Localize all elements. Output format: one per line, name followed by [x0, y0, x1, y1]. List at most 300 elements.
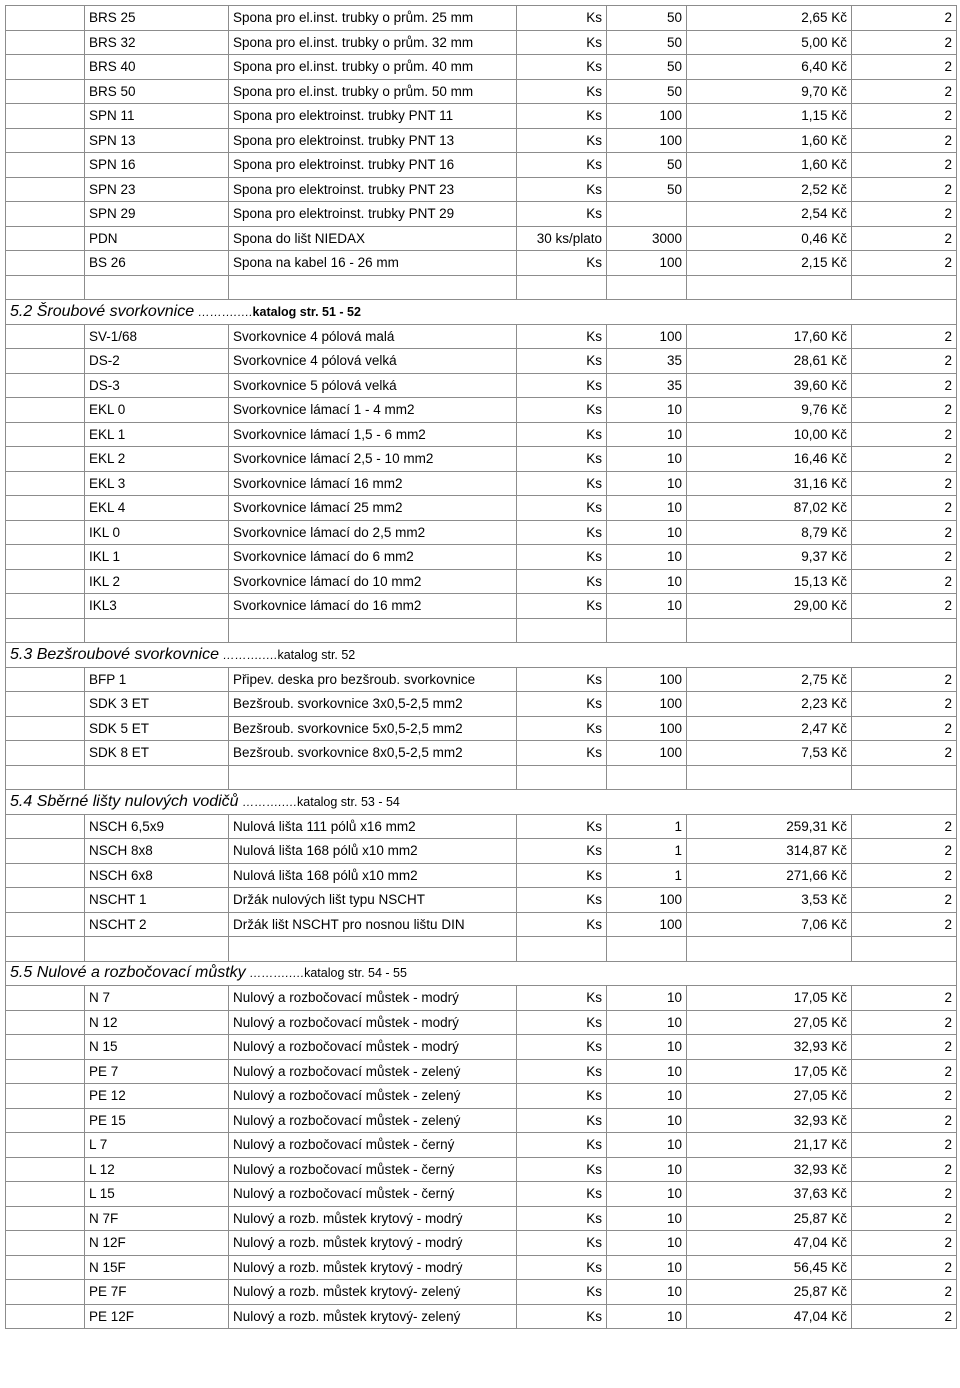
package-qty-cell: 10 [607, 1157, 687, 1182]
table-row [6, 1304, 957, 1329]
package-qty-cell: 100 [607, 741, 687, 766]
indent-cell [6, 569, 85, 594]
package-qty-cell: 35 [607, 373, 687, 398]
product-code-cell: SDK 5 ET [85, 716, 229, 741]
indent-cell [6, 1255, 85, 1280]
package-qty-cell: 100 [607, 716, 687, 741]
vat-class-cell: 2 [852, 30, 957, 55]
vat-class-cell: 2 [852, 863, 957, 888]
vat-class-cell: 2 [852, 1157, 957, 1182]
vat-class-cell: 2 [852, 1182, 957, 1207]
description-cell: Spona pro elektroinst. trubky PNT 13 [229, 128, 517, 153]
description-cell: Svorkovnice 4 pólová velká [229, 349, 517, 374]
unit-cell: Ks [517, 520, 607, 545]
vat-class-cell: 2 [852, 986, 957, 1011]
product-code-cell: SPN 11 [85, 104, 229, 129]
unit-cell: Ks [517, 1059, 607, 1084]
description-cell: Svorkovnice lámací 1,5 - 6 mm2 [229, 422, 517, 447]
unit-cell: Ks [517, 594, 607, 619]
price-cell: 31,16 Kč [687, 471, 852, 496]
section-header-row [6, 961, 957, 986]
vat-class-cell: 2 [852, 1084, 957, 1109]
table-row [6, 1108, 957, 1133]
price-cell: 0,46 Kč [687, 226, 852, 251]
vat-class-cell: 2 [852, 716, 957, 741]
section-title: 5.4 Sběrné lišty nulových vodičů [10, 792, 239, 810]
package-qty-cell: 10 [607, 1182, 687, 1207]
indent-cell [6, 839, 85, 864]
price-cell: 16,46 Kč [687, 447, 852, 472]
product-code-cell: N 7F [85, 1206, 229, 1231]
empty-cell [229, 937, 517, 962]
package-qty-cell: 100 [607, 912, 687, 937]
vat-class-cell: 2 [852, 888, 957, 913]
indent-cell [6, 202, 85, 227]
product-code-cell: BS 26 [85, 251, 229, 276]
empty-cell [229, 765, 517, 790]
indent-cell [6, 1133, 85, 1158]
package-qty-cell: 10 [607, 422, 687, 447]
price-cell: 15,13 Kč [687, 569, 852, 594]
table-row [6, 1157, 957, 1182]
empty-cell [229, 618, 517, 643]
unit-cell: Ks [517, 1084, 607, 1109]
indent-cell [6, 1010, 85, 1035]
indent-cell [6, 79, 85, 104]
table-row [6, 1206, 957, 1231]
product-code-cell: L 7 [85, 1133, 229, 1158]
package-qty-cell: 50 [607, 79, 687, 104]
table-row [6, 177, 957, 202]
empty-cell [852, 765, 957, 790]
vat-class-cell: 2 [852, 373, 957, 398]
price-cell: 259,31 Kč [687, 814, 852, 839]
description-cell: Spona na kabel 16 - 26 mm [229, 251, 517, 276]
unit-cell: Ks [517, 6, 607, 31]
unit-cell: Ks [517, 545, 607, 570]
product-code-cell: SPN 16 [85, 153, 229, 178]
section-header-row [6, 643, 957, 668]
package-qty-cell: 1 [607, 839, 687, 864]
package-qty-cell: 10 [607, 1280, 687, 1305]
table-row [6, 1035, 957, 1060]
description-cell: Svorkovnice 5 pólová velká [229, 373, 517, 398]
unit-cell: Ks [517, 741, 607, 766]
indent-cell [6, 447, 85, 472]
section-header-cell [6, 300, 957, 325]
description-cell: Nulová lišta 168 pólů x10 mm2 [229, 863, 517, 888]
unit-cell: Ks [517, 153, 607, 178]
package-qty-cell: 10 [607, 569, 687, 594]
price-cell: 1,60 Kč [687, 128, 852, 153]
unit-cell: Ks [517, 1206, 607, 1231]
empty-cell [607, 275, 687, 300]
unit-cell: Ks [517, 79, 607, 104]
unit-cell: Ks [517, 349, 607, 374]
package-qty-cell: 50 [607, 55, 687, 80]
product-code-cell: IKL 2 [85, 569, 229, 594]
description-cell: Spona pro el.inst. trubky o prům. 40 mm [229, 55, 517, 80]
description-cell: Svorkovnice lámací 25 mm2 [229, 496, 517, 521]
section-catalog-reference: katalog str. 51 - 52 [252, 304, 361, 319]
section-title: 5.2 Šroubové svorkovnice [10, 302, 195, 320]
package-qty-cell: 10 [607, 1108, 687, 1133]
description-cell: Nulový a rozbočovací můstek - černý [229, 1182, 517, 1207]
vat-class-cell: 2 [852, 471, 957, 496]
price-cell: 28,61 Kč [687, 349, 852, 374]
price-cell: 56,45 Kč [687, 1255, 852, 1280]
unit-cell: Ks [517, 1108, 607, 1133]
indent-cell [6, 1280, 85, 1305]
price-cell: 17,60 Kč [687, 324, 852, 349]
table-row [6, 839, 957, 864]
package-qty-cell: 50 [607, 153, 687, 178]
vat-class-cell: 2 [852, 128, 957, 153]
price-cell: 314,87 Kč [687, 839, 852, 864]
table-row [6, 912, 957, 937]
product-code-cell: SDK 8 ET [85, 741, 229, 766]
description-cell: Nulový a rozbočovací můstek - černý [229, 1133, 517, 1158]
package-qty-cell: 35 [607, 349, 687, 374]
price-cell: 87,02 Kč [687, 496, 852, 521]
unit-cell: Ks [517, 839, 607, 864]
vat-class-cell: 2 [852, 1035, 957, 1060]
section-leader-dots: ……….…. [222, 647, 278, 662]
table-row [6, 863, 957, 888]
package-qty-cell: 100 [607, 667, 687, 692]
table-row [6, 716, 957, 741]
vat-class-cell: 2 [852, 226, 957, 251]
empty-cell [6, 937, 85, 962]
empty-cell [229, 275, 517, 300]
package-qty-cell: 10 [607, 471, 687, 496]
package-qty-cell: 10 [607, 1035, 687, 1060]
empty-cell [6, 618, 85, 643]
unit-cell: Ks [517, 104, 607, 129]
unit-cell: Ks [517, 324, 607, 349]
table-row [6, 814, 957, 839]
product-code-cell: PE 15 [85, 1108, 229, 1133]
description-cell: Držák lišt NSCHT pro nosnou lištu DIN [229, 912, 517, 937]
description-cell: Svorkovnice lámací do 10 mm2 [229, 569, 517, 594]
table-row [6, 226, 957, 251]
product-code-cell: N 12 [85, 1010, 229, 1035]
description-cell: Svorkovnice lámací 16 mm2 [229, 471, 517, 496]
product-code-cell: L 15 [85, 1182, 229, 1207]
indent-cell [6, 496, 85, 521]
product-code-cell: EKL 0 [85, 398, 229, 423]
product-code-cell: EKL 2 [85, 447, 229, 472]
product-code-cell: N 15 [85, 1035, 229, 1060]
product-code-cell: NSCH 6,5x9 [85, 814, 229, 839]
vat-class-cell: 2 [852, 6, 957, 31]
indent-cell [6, 55, 85, 80]
package-qty-cell: 10 [607, 1084, 687, 1109]
product-code-cell: SPN 23 [85, 177, 229, 202]
price-cell: 10,00 Kč [687, 422, 852, 447]
price-cell: 2,23 Kč [687, 692, 852, 717]
table-row [6, 1182, 957, 1207]
description-cell: Spona do lišt NIEDAX [229, 226, 517, 251]
product-code-cell: BRS 50 [85, 79, 229, 104]
description-cell: Bezšroub. svorkovnice 8x0,5-2,5 mm2 [229, 741, 517, 766]
vat-class-cell: 2 [852, 667, 957, 692]
vat-class-cell: 2 [852, 447, 957, 472]
package-qty-cell: 50 [607, 30, 687, 55]
vat-class-cell: 2 [852, 79, 957, 104]
description-cell: Bezšroub. svorkovnice 3x0,5-2,5 mm2 [229, 692, 517, 717]
package-qty-cell: 10 [607, 986, 687, 1011]
table-row [6, 496, 957, 521]
unit-cell: Ks [517, 251, 607, 276]
empty-cell [607, 937, 687, 962]
price-cell: 6,40 Kč [687, 55, 852, 80]
unit-cell: Ks [517, 471, 607, 496]
table-row [6, 545, 957, 570]
indent-cell [6, 888, 85, 913]
unit-cell: 30 ks/plato [517, 226, 607, 251]
product-code-cell: PE 12F [85, 1304, 229, 1329]
indent-cell [6, 1304, 85, 1329]
section-leader-dots: ……….…. [197, 304, 253, 319]
package-qty-cell: 10 [607, 1010, 687, 1035]
price-table [5, 5, 957, 1329]
vat-class-cell: 2 [852, 349, 957, 374]
description-cell: Spona pro elektroinst. trubky PNT 11 [229, 104, 517, 129]
spacer-row [6, 937, 957, 962]
empty-cell [6, 275, 85, 300]
vat-class-cell: 2 [852, 104, 957, 129]
unit-cell: Ks [517, 912, 607, 937]
table-row [6, 1010, 957, 1035]
empty-cell [687, 937, 852, 962]
spacer-row [6, 765, 957, 790]
table-row [6, 1059, 957, 1084]
indent-cell [6, 986, 85, 1011]
indent-cell [6, 1182, 85, 1207]
description-cell: Spona pro el.inst. trubky o prům. 25 mm [229, 6, 517, 31]
vat-class-cell: 2 [852, 1255, 957, 1280]
indent-cell [6, 104, 85, 129]
product-code-cell: IKL 1 [85, 545, 229, 570]
indent-cell [6, 863, 85, 888]
product-code-cell: BRS 40 [85, 55, 229, 80]
table-row [6, 1231, 957, 1256]
vat-class-cell: 2 [852, 496, 957, 521]
empty-cell [517, 937, 607, 962]
empty-cell [607, 618, 687, 643]
description-cell: Nulový a rozbočovací můstek - zelený [229, 1084, 517, 1109]
package-qty-cell [607, 202, 687, 227]
package-qty-cell: 100 [607, 888, 687, 913]
price-cell: 2,15 Kč [687, 251, 852, 276]
price-table-body [6, 6, 957, 1329]
package-qty-cell: 50 [607, 6, 687, 31]
table-row [6, 692, 957, 717]
product-code-cell: NSCHT 1 [85, 888, 229, 913]
product-code-cell: BRS 32 [85, 30, 229, 55]
vat-class-cell: 2 [852, 422, 957, 447]
indent-cell [6, 912, 85, 937]
vat-class-cell: 2 [852, 1108, 957, 1133]
price-cell: 7,53 Kč [687, 741, 852, 766]
vat-class-cell: 2 [852, 1280, 957, 1305]
table-row [6, 520, 957, 545]
unit-cell: Ks [517, 1280, 607, 1305]
vat-class-cell: 2 [852, 177, 957, 202]
unit-cell: Ks [517, 422, 607, 447]
product-code-cell: EKL 4 [85, 496, 229, 521]
product-code-cell: NSCH 8x8 [85, 839, 229, 864]
package-qty-cell: 50 [607, 177, 687, 202]
price-cell: 1,15 Kč [687, 104, 852, 129]
description-cell: Nulový a rozbočovací můstek - zelený [229, 1108, 517, 1133]
vat-class-cell: 2 [852, 912, 957, 937]
unit-cell: Ks [517, 1010, 607, 1035]
unit-cell: Ks [517, 986, 607, 1011]
description-cell: Nulový a rozb. můstek krytový- zelený [229, 1304, 517, 1329]
indent-cell [6, 251, 85, 276]
price-cell: 7,06 Kč [687, 912, 852, 937]
description-cell: Nulový a rozb. můstek krytový - modrý [229, 1255, 517, 1280]
description-cell: Svorkovnice lámací do 16 mm2 [229, 594, 517, 619]
price-cell: 9,37 Kč [687, 545, 852, 570]
unit-cell: Ks [517, 202, 607, 227]
description-cell: Připev. deska pro bezšroub. svorkovnice [229, 667, 517, 692]
package-qty-cell: 10 [607, 398, 687, 423]
unit-cell: Ks [517, 496, 607, 521]
table-row [6, 349, 957, 374]
vat-class-cell: 2 [852, 569, 957, 594]
vat-class-cell: 2 [852, 814, 957, 839]
description-cell: Spona pro elektroinst. trubky PNT 29 [229, 202, 517, 227]
table-row [6, 6, 957, 31]
description-cell: Spona pro elektroinst. trubky PNT 16 [229, 153, 517, 178]
unit-cell: Ks [517, 1182, 607, 1207]
package-qty-cell: 100 [607, 324, 687, 349]
product-code-cell: NSCHT 2 [85, 912, 229, 937]
product-code-cell: DS-2 [85, 349, 229, 374]
section-header-cell [6, 643, 957, 668]
product-code-cell: PE 7 [85, 1059, 229, 1084]
indent-cell [6, 1157, 85, 1182]
description-cell: Nulový a rozb. můstek krytový- zelený [229, 1280, 517, 1305]
price-cell: 21,17 Kč [687, 1133, 852, 1158]
vat-class-cell: 2 [852, 55, 957, 80]
unit-cell: Ks [517, 716, 607, 741]
table-row [6, 569, 957, 594]
price-cell: 32,93 Kč [687, 1035, 852, 1060]
vat-class-cell: 2 [852, 1059, 957, 1084]
empty-cell [85, 937, 229, 962]
description-cell: Nulový a rozbočovací můstek - modrý [229, 1010, 517, 1035]
price-cell: 32,93 Kč [687, 1108, 852, 1133]
description-cell: Svorkovnice lámací 2,5 - 10 mm2 [229, 447, 517, 472]
price-cell: 37,63 Kč [687, 1182, 852, 1207]
table-row [6, 594, 957, 619]
unit-cell: Ks [517, 888, 607, 913]
table-row [6, 1133, 957, 1158]
package-qty-cell: 10 [607, 1059, 687, 1084]
empty-cell [852, 275, 957, 300]
unit-cell: Ks [517, 373, 607, 398]
vat-class-cell: 2 [852, 202, 957, 227]
unit-cell: Ks [517, 1231, 607, 1256]
unit-cell: Ks [517, 1157, 607, 1182]
package-qty-cell: 100 [607, 692, 687, 717]
product-code-cell: N 7 [85, 986, 229, 1011]
indent-cell [6, 1231, 85, 1256]
product-code-cell: SPN 29 [85, 202, 229, 227]
indent-cell [6, 545, 85, 570]
description-cell: Svorkovnice lámací 1 - 4 mm2 [229, 398, 517, 423]
table-row [6, 1255, 957, 1280]
package-qty-cell: 10 [607, 1133, 687, 1158]
table-row [6, 888, 957, 913]
price-cell: 3,53 Kč [687, 888, 852, 913]
spacer-row [6, 618, 957, 643]
price-cell: 27,05 Kč [687, 1084, 852, 1109]
price-cell: 25,87 Kč [687, 1280, 852, 1305]
price-cell: 25,87 Kč [687, 1206, 852, 1231]
vat-class-cell: 2 [852, 153, 957, 178]
description-cell: Nulový a rozb. můstek krytový - modrý [229, 1206, 517, 1231]
package-qty-cell: 10 [607, 447, 687, 472]
product-code-cell: DS-3 [85, 373, 229, 398]
indent-cell [6, 30, 85, 55]
package-qty-cell: 10 [607, 1255, 687, 1280]
price-cell: 2,54 Kč [687, 202, 852, 227]
indent-cell [6, 1059, 85, 1084]
product-code-cell: EKL 3 [85, 471, 229, 496]
table-row [6, 324, 957, 349]
package-qty-cell: 10 [607, 1304, 687, 1329]
table-row [6, 986, 957, 1011]
indent-cell [6, 667, 85, 692]
table-row [6, 128, 957, 153]
description-cell: Spona pro elektroinst. trubky PNT 23 [229, 177, 517, 202]
indent-cell [6, 814, 85, 839]
indent-cell [6, 349, 85, 374]
package-qty-cell: 1 [607, 863, 687, 888]
package-qty-cell: 100 [607, 251, 687, 276]
empty-cell [85, 618, 229, 643]
vat-class-cell: 2 [852, 398, 957, 423]
indent-cell [6, 1108, 85, 1133]
package-qty-cell: 100 [607, 128, 687, 153]
section-catalog-reference: katalog str. 53 - 54 [297, 794, 400, 809]
description-cell: Držák nulových lišt typu NSCHT [229, 888, 517, 913]
package-qty-cell: 10 [607, 1206, 687, 1231]
empty-cell [517, 765, 607, 790]
price-cell: 39,60 Kč [687, 373, 852, 398]
product-code-cell: L 12 [85, 1157, 229, 1182]
product-code-cell: SPN 13 [85, 128, 229, 153]
table-row [6, 202, 957, 227]
empty-cell [517, 275, 607, 300]
unit-cell: Ks [517, 30, 607, 55]
price-cell: 27,05 Kč [687, 1010, 852, 1035]
section-header-cell [6, 790, 957, 815]
indent-cell [6, 692, 85, 717]
table-row [6, 153, 957, 178]
price-cell: 32,93 Kč [687, 1157, 852, 1182]
indent-cell [6, 1084, 85, 1109]
section-leader-dots: ……….…. [242, 794, 298, 809]
indent-cell [6, 422, 85, 447]
description-cell: Nulový a rozbočovací můstek - modrý [229, 986, 517, 1011]
description-cell: Nulová lišta 111 pólů x16 mm2 [229, 814, 517, 839]
